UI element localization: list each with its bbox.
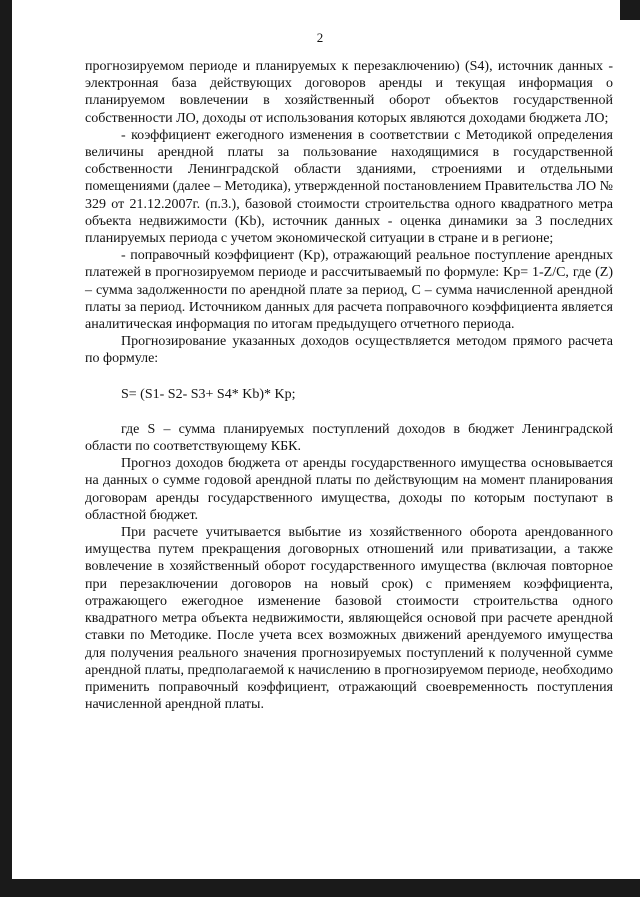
paragraph-coefficient-kp: - поправочный коэффициент (Kp), отражающий реальное поступление арендных платежей в прогнозируемом периоде и рассчитываемый по формуле: Kp= 1-Z/C, где (Z) – сумма задолженности по арендной плате за период, С – сумма начисленной арендной платы за период. Источником данных для расчета поправочного коэффициента является аналитическая информация по итогам предыдущего отчетного периода. [85, 248, 613, 333]
paragraph-formula-legend: где S – сумма планируемых поступлений доходов в бюджет Ленинградской области по соответствующему КБК. [85, 421, 613, 455]
paragraph-coefficient-kb: - коэффициент ежегодного изменения в соответствии с Методикой определения величины арендной платы за пользование находящимися в государственной собственности Ленинградской области зданиями, строениями и отдельными помещениями (далее – Методика), утвержденной постановлением Правительства ЛО № 329 от 21.12.2007г. (п.3.), базовой стоимости строительства одного квадратного метра объекта недвижимости (Kb), источник данных - оценка динамики за 3 последних планируемых периода с учетом экономической ситуации в стране и в регионе; [85, 127, 613, 247]
document-body [85, 58, 613, 713]
paragraph-calculation-notes: При расчете учитывается выбытие из хозяйственного оборота арендованного имущества путем прекращения договорных отношений или приватизации, а также вовлечение в хозяйственный оборот государственного имущества (включая повторное при перезаключении договоров на новый срок) с применяем коэффициента, отражающего ежегодное изменение базовой стоимости строительства одного квадратного метра объекта недвижимости, являющейся основой при расчете арендной ставки по Методике. После учета всех возможных движений арендуемого имущества для получения реального значения прогнозируемых поступлений к полученной сумме арендной платы, предполагаемой к начислению в прогнозируемом периоде, необходимо применить поправочный коэффициент, отражающий своевременность поступления начисленной арендной платы. [85, 525, 613, 713]
scan-border-left [0, 0, 12, 897]
paragraph-forecast-method: Прогнозирование указанных доходов осуществляется методом прямого расчета по формуле: [85, 334, 613, 367]
formula: S= (S1- S2- S3+ S4* Kb)* Kp; [121, 386, 296, 402]
paragraph-continuation: прогнозируемом периоде и планируемых к перезаключению) (S4), источник данных - электронная база действующих договоров аренды и текущая информация о планируемом вовлечении в хозяйственный оборот объектов государственной собственности ЛО, доходы от использования которых являются доходами бюджета ЛО; [85, 59, 613, 126]
scan-border-corner [620, 0, 640, 20]
paragraph-forecast-basis: Прогноз доходов бюджета от аренды государственного имущества основывается на данных о сумме годовой арендной платы по действующим на момент планирования договорам аренды государственного имущества, доходы по которым поступают в областной бюджет. [85, 456, 613, 523]
scan-border-bottom [0, 879, 640, 897]
page-number: 2 [316, 30, 324, 45]
